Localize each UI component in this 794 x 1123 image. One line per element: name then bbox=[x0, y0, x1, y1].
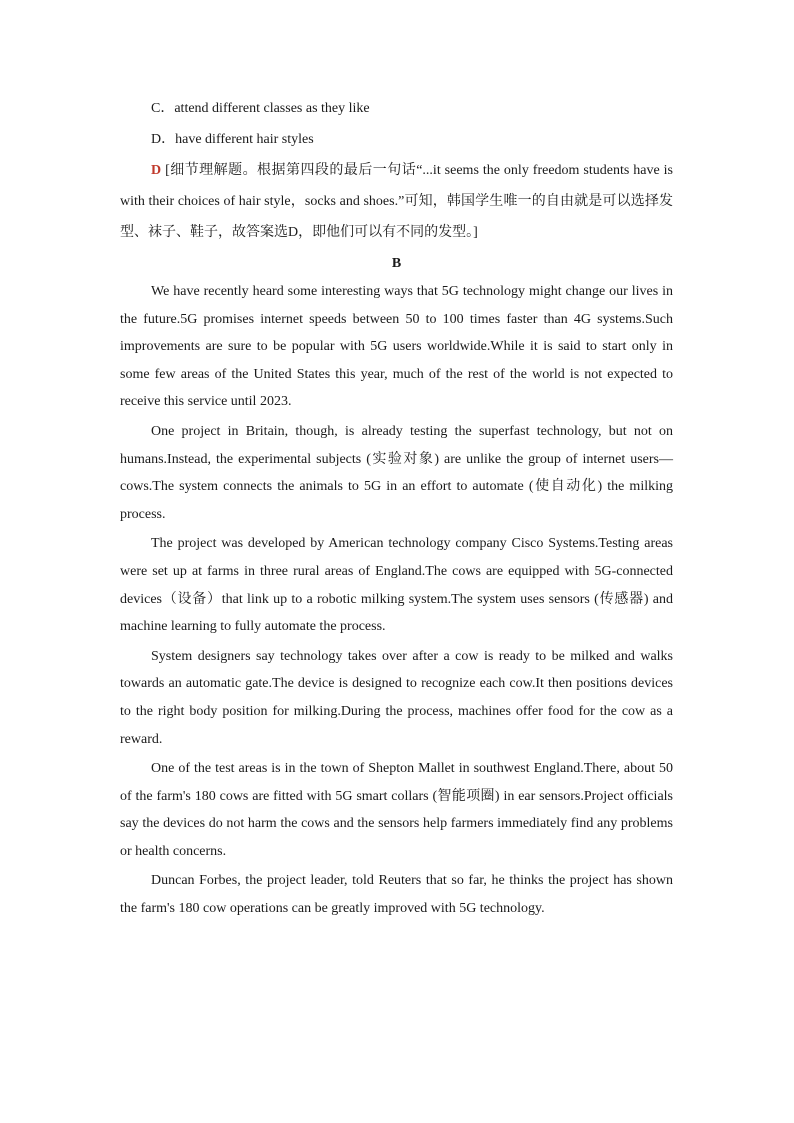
option-letter: D． bbox=[151, 132, 176, 147]
option-text: have different hair styles bbox=[175, 132, 314, 147]
option-d bbox=[120, 124, 673, 155]
page-content bbox=[120, 93, 673, 923]
answer-letter: D bbox=[151, 163, 162, 178]
passage-paragraph: The project was developed by American technology company Cisco Systems.Testing areas were set up at farms in three rural areas of England.The cows are equipped with 5G-connected devices（设备）that link up to a robotic milking system.The system uses sensors (传感器) and machine learning to fully automate the process. bbox=[120, 536, 673, 635]
option-letter: C． bbox=[151, 101, 175, 116]
passage-paragraph: One of the test areas is in the town of Shepton Mallet in southwest England.There, about 50 of the farm's 180 cows are fitted with 5G smart collars (智能项圈) in ear sensors.Project officials say the devices do not harm the cows and the sensors help farmers immediately find any problems or health concerns. bbox=[120, 761, 673, 859]
passage-paragraph: System designers say technology takes over after a cow is ready to be milked and walks towards an automatic gate.The device is designed to recognize each cow.It then positions devices to the right body position for milking.During the process, machines offer food for the cow as a reward. bbox=[120, 648, 673, 747]
passage-paragraph: We have recently heard some interesting ways that 5G technology might change our lives in the future.5G promises internet speeds between 50 to 100 times faster than 4G systems.Such improvements are sure to be popular with 5G users worldwide.While it is said to start only in some few areas of the United States this year, much of the rest of the world is not expected to receive this service until 2023. bbox=[120, 284, 673, 410]
answer-explanation bbox=[120, 155, 673, 248]
passage-paragraph: Duncan Forbes, the project leader, told Reuters that so far, he thinks the project has shown the farm's 180 cow operations can be greatly improved with 5G technology. bbox=[120, 873, 673, 917]
section-title: B bbox=[391, 256, 402, 271]
option-text: attend different classes as they like bbox=[174, 101, 370, 116]
option-c bbox=[120, 93, 673, 124]
passage-paragraph: One project in Britain, though, is already testing the superfast technology, but not on humans.Instead, the experimental subjects (实验对象) are unlike the group of internet users—cows.The system connects the animals to 5G in an effort to automate (使自动化) the milking process. bbox=[120, 423, 673, 522]
explanation-text: [细节理解题。根据第四段的最后一句话“...it seems the only freedom students have is with their choices of hair style，socks and shoes.”可知，韩国学生唯一的自由就是可以选择发型、袜子、鞋子，故答案选D，即他们可以有不同的发型。] bbox=[120, 163, 674, 240]
